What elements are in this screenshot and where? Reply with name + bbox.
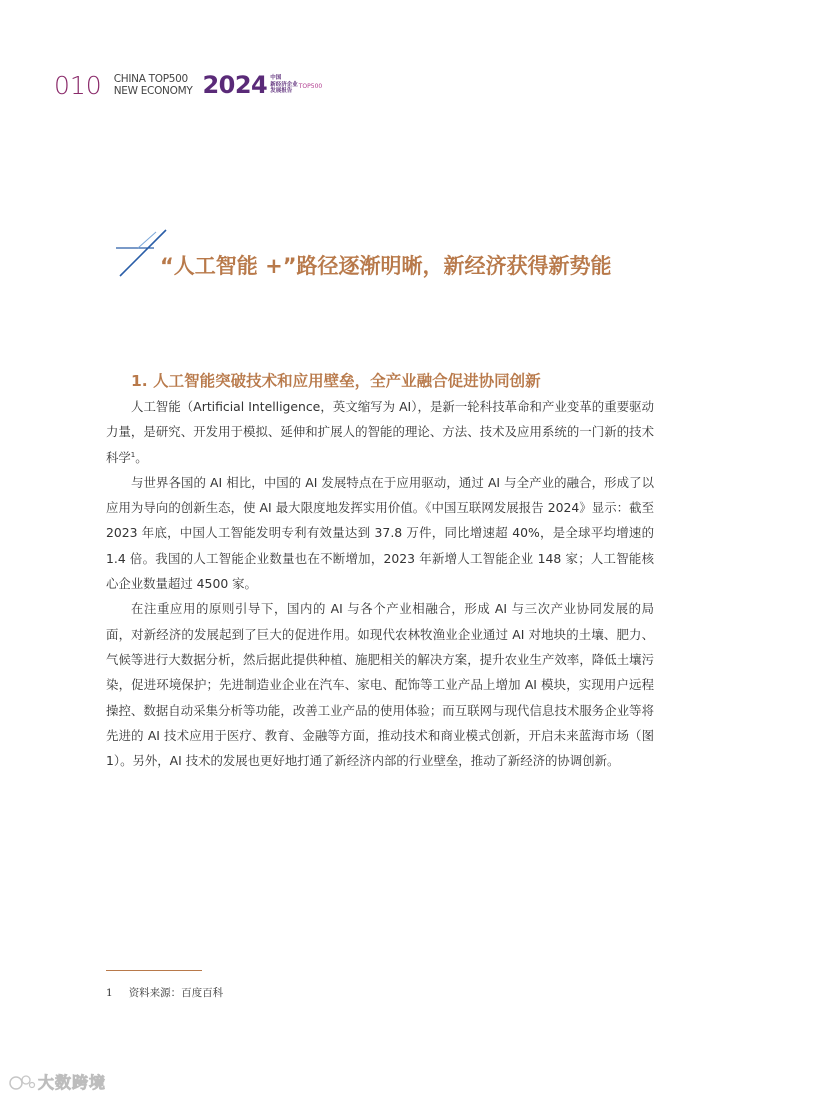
page-number: 010 bbox=[54, 70, 102, 100]
paragraph-3: 在注重应用的原则引导下，国内的 AI 与各个产业相融合，形成 AI 与三次产业协同发展的局面，对新经济的发展起到了巨大的促进作用。如现代农林牧渔业企业通过 AI 对地块的土壤、肥力、气候等进行大数据分析，然后据此提供种植、施肥相关的解决方案，提升农业生产效率，降低土壤污染，促进环境保护；先进制造业企业在汽车、家电、配饰等工业产品上增加 AI 模块，实现用户远程操控、数据自动采集分析等功能，改善工业产品的使用体验；而互联网与现代信息技术服务企业等将先进的 AI 技术应用于医疗、教育、金融等方面，推动技术和商业模式创新，开启未来蓝海市场（图 1）。另外，AI 技术的发展也更好地打通了新经济内部的行业壁垒，推动了新经济的协调创新。 bbox=[106, 601, 654, 769]
page-header bbox=[54, 68, 322, 102]
paragraph-1-text: 人工智能（Artificial Intelligence，英文缩写为 AI），是新一轮科技革命和产业变革的重要驱动力量，是研究、开发用于模拟、延伸和扩展人的智能的理论、方法、技术及应用系统的一门新的技术科学 bbox=[106, 399, 654, 465]
brand-en-line1: CHINA TOP500 bbox=[113, 73, 188, 85]
subsection-heading: 1. 人工智能突破技术和应用壁垒，全产业融合促进协同创新 bbox=[131, 372, 541, 390]
brand-chinese bbox=[270, 75, 298, 94]
brand-cn-line1: 中国 bbox=[270, 75, 282, 82]
footnote-divider bbox=[106, 970, 202, 971]
brand-cn-line2: 新经济企业 bbox=[270, 81, 298, 88]
body-text bbox=[106, 394, 654, 773]
watermark-text: 大数跨境 bbox=[38, 1073, 107, 1092]
paragraph-2: 与世界各国的 AI 相比，中国的 AI 发展特点在于应用驱动，通过 AI 与全产业的融合，形成了以应用为导向的创新生态，使 AI 最大限度地发挥实用价值。《中国互联网发展报告 2024》显示：截至 2023 年底，中国人工智能发明专利有效量达到 37.8 万件，同比增速超 40%，是全球平均增速的 1.4 倍。我国的人工智能企业数量也在不断增加，2023 年新增人工智能企业 148 家；人工智能核心企业数量超过 4500 家。 bbox=[106, 474, 654, 592]
paragraph-1 bbox=[106, 394, 654, 470]
footnote-number: 1 bbox=[106, 987, 113, 999]
footnote-text: 资料来源：百度百科 bbox=[128, 987, 224, 999]
watermark bbox=[8, 1070, 106, 1093]
brand-en-line2: NEW ECONOMY bbox=[113, 85, 193, 97]
watermark-logo-icon bbox=[8, 1072, 36, 1092]
paragraph-1-end: 。 bbox=[135, 449, 148, 465]
brand-english bbox=[114, 73, 193, 97]
footnote bbox=[106, 985, 223, 1000]
section-title: “人工智能 +”路径逐渐明晰，新经济获得新势能 bbox=[160, 254, 612, 278]
brand-cn-line3: 发展报告 bbox=[270, 88, 293, 95]
report-year: 2024 bbox=[202, 71, 268, 99]
footnote-ref: 1 bbox=[130, 450, 136, 459]
brand-top500: TOP500 bbox=[298, 82, 323, 90]
